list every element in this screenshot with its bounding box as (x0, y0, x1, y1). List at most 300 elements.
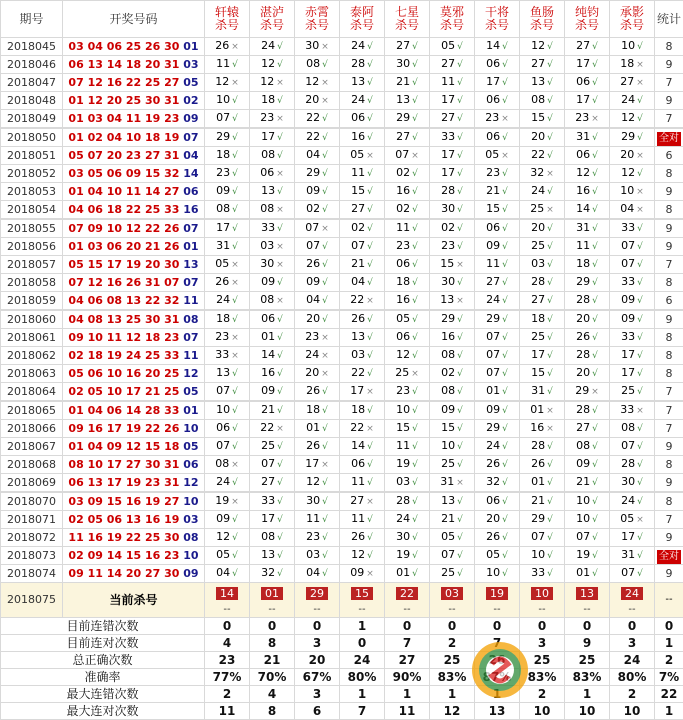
red-ball-number: 19 (164, 513, 183, 526)
kill-number: 29 (486, 421, 500, 434)
red-ball-number: 03 (68, 167, 87, 180)
correct-mark-icon: √ (502, 460, 508, 470)
period-cell: 2018052 (1, 165, 63, 183)
correct-mark-icon: √ (637, 315, 643, 325)
summary-value: 67% (295, 669, 340, 686)
current-kill-cell (340, 583, 385, 618)
kill-number-cell (475, 401, 520, 420)
kill-number-cell (340, 547, 385, 565)
kill-number: 03 (531, 257, 545, 270)
correct-mark-icon: √ (232, 60, 238, 70)
correct-mark-icon: √ (367, 42, 373, 52)
draw-numbers-cell (63, 128, 205, 147)
red-ball-number: 14 (107, 567, 126, 580)
correct-mark-icon: √ (277, 96, 283, 106)
kill-number-cell (385, 401, 430, 420)
summary-value: 2 (430, 635, 475, 652)
column-header: 期号 (1, 1, 63, 38)
correct-mark-icon: √ (232, 551, 238, 561)
summary-row (1, 669, 683, 686)
correct-mark-icon: √ (457, 515, 463, 525)
kill-number: 28 (351, 57, 365, 70)
correct-mark-icon: √ (592, 369, 598, 379)
correct-mark-icon: √ (547, 515, 553, 525)
blue-ball-number: 01 (183, 240, 198, 253)
wrong-mark-icon: × (276, 169, 284, 179)
kill-number: 20 (486, 512, 500, 525)
correct-mark-icon: √ (277, 333, 283, 343)
red-ball-number: 01 (68, 440, 87, 453)
correct-mark-icon: √ (277, 406, 283, 416)
correct-mark-icon: √ (412, 424, 418, 434)
red-ball-number: 20 (145, 258, 164, 271)
pending-dash: -- (250, 605, 294, 615)
kill-number-cell (250, 456, 295, 474)
kill-number: 08 (531, 93, 545, 106)
wrong-mark-icon: × (321, 78, 329, 88)
correct-mark-icon: √ (547, 533, 553, 543)
correct-mark-icon: √ (232, 406, 238, 416)
red-ball-number: 01 (68, 185, 87, 198)
kill-number: 27 (350, 494, 364, 507)
summary-value: 20 (295, 652, 340, 669)
draw-numbers-cell (63, 347, 205, 365)
kill-number-cell (475, 474, 520, 493)
correct-mark-icon: √ (277, 551, 283, 561)
summary-value: 90% (385, 669, 430, 686)
kill-number-cell (475, 310, 520, 329)
red-ball-number: 26 (126, 276, 145, 289)
blue-ball-number: 12 (183, 476, 198, 489)
kill-number: 06 (260, 166, 274, 179)
red-ball-number: 16 (145, 549, 164, 562)
red-ball-number: 33 (164, 349, 183, 362)
kill-number: 19 (576, 548, 590, 561)
summary-value: 21 (250, 652, 295, 669)
correct-mark-icon: √ (367, 442, 373, 452)
kill-number: 09 (306, 184, 320, 197)
kill-number: 31 (576, 130, 590, 143)
wrong-mark-icon: × (591, 387, 599, 397)
kill-number-cell (520, 165, 565, 183)
kill-number-cell (295, 38, 340, 56)
red-ball-number: 03 (68, 495, 87, 508)
draw-numbers-cell (63, 110, 205, 129)
kill-number: 17 (261, 512, 275, 525)
kill-number-cell (250, 74, 295, 92)
kill-number-cell (205, 547, 250, 565)
kill-number: 24 (621, 93, 635, 106)
kill-number-cell (565, 529, 610, 547)
kill-number: 17 (576, 93, 590, 106)
stat-cell: 8 (655, 456, 683, 474)
draw-numbers-cell (63, 329, 205, 347)
kill-number: 14 (261, 348, 275, 361)
correct-mark-icon: √ (457, 78, 463, 88)
kill-number-cell (610, 456, 655, 474)
stat-cell: 9 (655, 238, 683, 256)
correct-mark-icon: √ (547, 460, 553, 470)
red-ball-number: 01 (68, 94, 87, 107)
kill-number-cell (295, 128, 340, 147)
stat-cell: 8 (655, 38, 683, 56)
current-kill-number: 19 (486, 587, 508, 600)
red-ball-number: 32 (164, 294, 183, 307)
correct-mark-icon: √ (412, 114, 418, 124)
kill-number: 15 (531, 111, 545, 124)
current-kill-number: 14 (216, 587, 238, 600)
kill-number-cell (565, 420, 610, 438)
correct-mark-icon: √ (502, 551, 508, 561)
draw-numbers-cell (63, 165, 205, 183)
wrong-mark-icon: × (456, 478, 464, 488)
kill-number-cell (295, 420, 340, 438)
kill-number: 27 (441, 57, 455, 70)
correct-mark-icon: √ (457, 187, 463, 197)
correct-mark-icon: √ (412, 387, 418, 397)
red-ball-number: 02 (68, 349, 87, 362)
kill-number: 06 (486, 494, 500, 507)
kill-number: 01 (531, 475, 545, 488)
kill-number: 12 (260, 75, 274, 88)
summary-value: 70% (250, 669, 295, 686)
red-ball-number: 20 (107, 94, 126, 107)
current-label: 当前杀号 (63, 583, 205, 618)
kill-number: 28 (441, 184, 455, 197)
period-cell: 2018050 (1, 128, 63, 147)
red-ball-number: 04 (88, 40, 107, 53)
kill-number: 18 (216, 148, 230, 161)
summary-value: 11 (385, 703, 430, 720)
red-ball-number: 14 (145, 185, 164, 198)
kill-number: 32 (261, 566, 275, 579)
red-ball-number: 27 (145, 567, 164, 580)
correct-mark-icon: √ (502, 569, 508, 579)
kill-number: 33 (531, 566, 545, 579)
kill-number: 30 (260, 257, 274, 270)
correct-mark-icon: √ (502, 497, 508, 507)
red-ball-number: 25 (164, 385, 183, 398)
kill-number: 09 (486, 403, 500, 416)
period-cell: 2018061 (1, 329, 63, 347)
red-ball-number: 26 (164, 422, 183, 435)
kill-number: 26 (215, 275, 229, 288)
kill-number-cell (610, 329, 655, 347)
summary-value: 3 (520, 635, 565, 652)
kill-number: 07 (351, 239, 365, 252)
kill-number: 12 (261, 57, 275, 70)
kill-number: 28 (531, 275, 545, 288)
table-row (1, 547, 683, 565)
kill-number: 25 (441, 457, 455, 470)
kill-number: 11 (486, 257, 500, 270)
wrong-mark-icon: × (276, 205, 284, 215)
kill-number-cell (610, 401, 655, 420)
kill-number-cell (385, 420, 430, 438)
red-ball-number: 04 (68, 294, 87, 307)
blue-ball-number: 14 (183, 167, 198, 180)
wrong-mark-icon: × (366, 569, 374, 579)
kill-number-cell (565, 274, 610, 292)
kill-number: 25 (531, 239, 545, 252)
wrong-mark-icon: × (231, 278, 239, 288)
kill-number: 33 (261, 221, 275, 234)
kill-number: 26 (306, 439, 320, 452)
kill-number: 08 (260, 293, 274, 306)
kill-number-cell (610, 219, 655, 238)
kill-number: 02 (351, 221, 365, 234)
kill-number-cell (565, 292, 610, 311)
kill-number: 06 (486, 221, 500, 234)
correct-mark-icon: √ (592, 242, 598, 252)
kill-number: 18 (216, 312, 230, 325)
red-ball-number: 20 (126, 567, 145, 580)
current-stat-cell: -- (655, 583, 683, 618)
kill-number: 23 (485, 111, 499, 124)
correct-mark-icon: √ (322, 442, 328, 452)
blue-ball-number: 01 (183, 404, 198, 417)
kill-number-cell (475, 420, 520, 438)
correct-mark-icon: √ (412, 96, 418, 106)
kill-number: 08 (215, 457, 229, 470)
kill-number-cell (295, 438, 340, 456)
correct-mark-icon: √ (322, 515, 328, 525)
summary-stat: 22 (655, 686, 683, 703)
blue-ball-number: 01 (183, 40, 198, 53)
kill-number-cell (340, 310, 385, 329)
correct-mark-icon: √ (367, 78, 373, 88)
red-ball-number: 06 (107, 404, 126, 417)
correct-mark-icon: √ (547, 333, 553, 343)
kill-number: 05 (216, 548, 230, 561)
kill-number-cell (250, 183, 295, 201)
kill-number-cell (475, 110, 520, 129)
kill-number: 27 (261, 475, 275, 488)
red-ball-number: 31 (164, 94, 183, 107)
wrong-mark-icon: × (366, 424, 374, 434)
kill-number: 05 (485, 148, 499, 161)
column-header: 湛泸 杀号 (250, 1, 295, 38)
correct-mark-icon: √ (637, 478, 643, 488)
kill-number-cell (430, 456, 475, 474)
red-ball-number: 31 (164, 58, 183, 71)
correct-mark-icon: √ (592, 478, 598, 488)
kill-number: 27 (396, 39, 410, 52)
draw-numbers-cell (63, 56, 205, 74)
red-ball-number: 09 (68, 567, 87, 580)
kill-number-cell (610, 92, 655, 110)
summary-value: 4 (205, 635, 250, 652)
kill-number-cell (430, 147, 475, 165)
draw-numbers-cell (63, 292, 205, 311)
column-header: 七星 杀号 (385, 1, 430, 38)
correct-mark-icon: √ (457, 242, 463, 252)
table-row (1, 420, 683, 438)
kill-number-cell (295, 274, 340, 292)
blue-ball-number: 16 (183, 203, 198, 216)
kill-number: 06 (261, 312, 275, 325)
period-cell: 2018057 (1, 256, 63, 274)
kill-number: 17 (216, 221, 230, 234)
kill-number-cell (565, 128, 610, 147)
red-ball-number: 06 (68, 58, 87, 71)
summary-value: 9 (565, 635, 610, 652)
correct-mark-icon: √ (277, 224, 283, 234)
blue-ball-number: 03 (183, 513, 198, 526)
red-ball-number: 18 (88, 349, 107, 362)
pending-dash: -- (475, 605, 519, 615)
kill-number-cell (520, 201, 565, 220)
kill-number: 17 (305, 457, 319, 470)
kill-number: 33 (621, 330, 635, 343)
kill-number: 29 (531, 512, 545, 525)
kill-number-cell (250, 383, 295, 402)
red-ball-number: 30 (145, 94, 164, 107)
red-ball-number: 17 (107, 476, 126, 489)
kill-number-cell (385, 219, 430, 238)
table-row (1, 56, 683, 74)
kill-number-cell (610, 310, 655, 329)
kill-number-cell (205, 219, 250, 238)
kill-number: 06 (396, 330, 410, 343)
kill-number: 29 (575, 384, 589, 397)
kill-number: 04 (351, 275, 365, 288)
kill-number: 02 (396, 202, 410, 215)
kill-number: 03 (260, 239, 274, 252)
stat-cell: 7 (655, 420, 683, 438)
correct-mark-icon: √ (412, 260, 418, 270)
red-ball-number: 30 (164, 567, 183, 580)
kill-number-cell (385, 547, 430, 565)
kill-number: 26 (351, 312, 365, 325)
kill-number-cell (295, 492, 340, 511)
kill-number: 06 (396, 257, 410, 270)
kill-number-cell (250, 365, 295, 383)
correct-mark-icon: √ (637, 387, 643, 397)
kill-number-cell (475, 529, 520, 547)
kill-number-cell (295, 565, 340, 583)
kill-number: 15 (351, 184, 365, 197)
kill-number-cell (205, 201, 250, 220)
kill-number-cell (430, 201, 475, 220)
red-ball-number: 31 (164, 313, 183, 326)
blue-ball-number: 11 (183, 294, 198, 307)
correct-mark-icon: √ (592, 424, 598, 434)
kill-number: 12 (305, 75, 319, 88)
wrong-mark-icon: × (276, 242, 284, 252)
kill-number: 29 (306, 166, 320, 179)
kill-number-cell (430, 474, 475, 493)
kill-number: 24 (216, 475, 230, 488)
correct-mark-icon: √ (637, 42, 643, 52)
table-row (1, 92, 683, 110)
kill-number-cell (565, 147, 610, 165)
kill-number-cell (250, 565, 295, 583)
kill-number: 07 (621, 566, 635, 579)
stat-cell: 8 (655, 492, 683, 511)
kill-number-cell (475, 547, 520, 565)
blue-ball-number: 03 (183, 58, 198, 71)
red-ball-number: 25 (145, 349, 164, 362)
red-ball-number: 22 (145, 222, 164, 235)
correct-mark-icon: √ (637, 424, 643, 434)
correct-mark-icon: √ (592, 96, 598, 106)
correct-mark-icon: √ (637, 169, 643, 179)
kill-number-cell (565, 474, 610, 493)
summary-row (1, 618, 683, 635)
red-ball-number: 31 (164, 149, 183, 162)
summary-value: 1 (340, 618, 385, 635)
blue-ball-number: 05 (183, 385, 198, 398)
red-ball-number: 12 (88, 276, 107, 289)
red-ball-number: 13 (107, 313, 126, 326)
kill-number-cell (475, 74, 520, 92)
wrong-mark-icon: × (321, 351, 329, 361)
table-row (1, 274, 683, 292)
blue-ball-number: 10 (183, 422, 198, 435)
correct-mark-icon: √ (412, 351, 418, 361)
kill-number: 30 (396, 530, 410, 543)
correct-mark-icon: √ (367, 133, 373, 143)
red-ball-number: 26 (145, 40, 164, 53)
red-ball-number: 05 (68, 367, 87, 380)
correct-mark-icon: √ (367, 478, 373, 488)
kill-number-cell (565, 238, 610, 256)
correct-mark-icon: √ (367, 169, 373, 179)
current-kill-cell (250, 583, 295, 618)
correct-mark-icon: √ (457, 315, 463, 325)
correct-mark-icon: √ (502, 406, 508, 416)
kill-number-cell (430, 329, 475, 347)
table-row (1, 456, 683, 474)
kill-number: 21 (441, 512, 455, 525)
red-ball-number: 21 (145, 385, 164, 398)
kill-number-cell (250, 165, 295, 183)
summary-value: 0 (520, 618, 565, 635)
red-ball-number: 01 (68, 112, 87, 125)
correct-mark-icon: √ (592, 151, 598, 161)
kill-number: 17 (350, 384, 364, 397)
kill-number: 01 (576, 566, 590, 579)
red-ball-number: 19 (145, 112, 164, 125)
red-ball-number: 25 (145, 531, 164, 544)
correct-mark-icon: √ (367, 551, 373, 561)
red-ball-number: 23 (164, 331, 183, 344)
kill-number-cell (250, 92, 295, 110)
red-ball-number: 20 (145, 367, 164, 380)
wrong-mark-icon: × (321, 224, 329, 234)
summary-value: 24 (340, 652, 385, 669)
summary-stat: 1 (655, 635, 683, 652)
kill-number: 33 (261, 494, 275, 507)
summary-value: 0 (340, 635, 385, 652)
kill-number-cell (385, 110, 430, 129)
correct-mark-icon: √ (502, 333, 508, 343)
kill-number: 26 (215, 39, 229, 52)
kill-number: 12 (621, 111, 635, 124)
kill-number-cell (205, 438, 250, 456)
kill-number: 25 (530, 202, 544, 215)
kill-number-cell (205, 274, 250, 292)
correct-mark-icon: √ (637, 533, 643, 543)
correct-mark-icon: √ (502, 278, 508, 288)
kill-number: 11 (351, 475, 365, 488)
kill-number: 10 (576, 512, 590, 525)
kill-number-cell (610, 292, 655, 311)
blue-ball-number: 11 (183, 349, 198, 362)
kill-number-cell (340, 492, 385, 511)
kill-number: 23 (396, 384, 410, 397)
